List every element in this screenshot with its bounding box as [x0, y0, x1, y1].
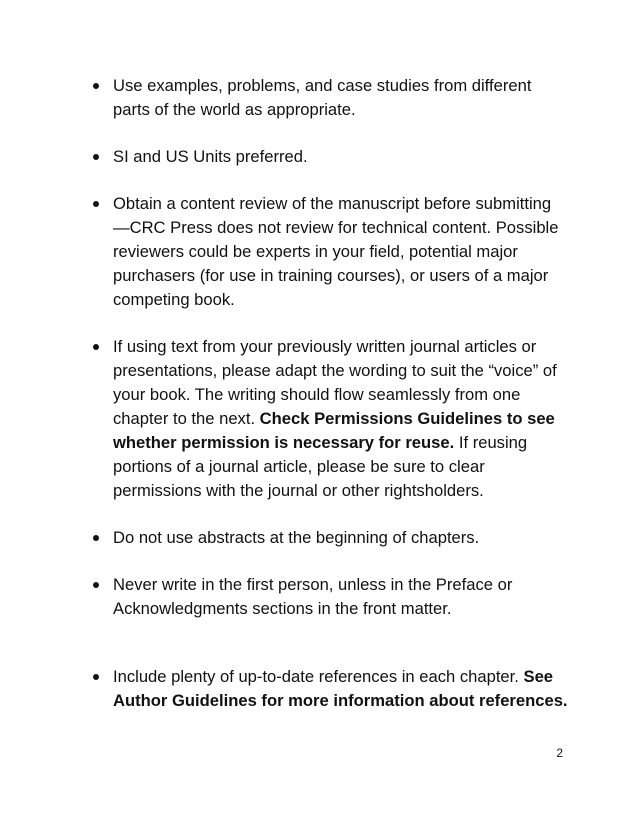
bullet-dot-icon: [93, 83, 99, 89]
bullet-dot-icon: [93, 582, 99, 588]
bullet-item-content-review: [91, 192, 571, 312]
bullet-dot-icon: [93, 201, 99, 207]
bullet-dot-icon: [93, 344, 99, 350]
bullet-text: Obtain a content review of the manuscript before submitting —CRC Press does not review for technical content. Possible reviewers could be experts in your field, potential major purchasers (for use in training courses), or users of a major competing book.: [113, 194, 559, 309]
bullet-text: If using text from your previously written journal articles or presentations, please adapt the wording to suit the “voice” of your book. The writing should flow seamlessly from one chapter to the next.: [113, 337, 557, 428]
bullet-text: Use examples, problems, and case studies from different parts of the world as appropriate.: [113, 76, 532, 119]
bullet-dot-icon: [93, 535, 99, 541]
bullet-item-reuse-text: [91, 335, 571, 503]
bullet-item-examples: [91, 74, 571, 122]
bullet-item-references: [91, 665, 571, 713]
bullet-dot-icon: [93, 154, 99, 160]
bullet-text: Do not use abstracts at the beginning of chapters.: [113, 528, 480, 547]
page-number: 2: [556, 746, 563, 760]
bullet-text: SI and US Units preferred.: [113, 147, 308, 166]
bullet-text: Never write in the first person, unless in the Preface or Acknowledgments sections in the front matter.: [113, 575, 513, 618]
bullet-item-units: [91, 145, 571, 169]
bullet-item-abstracts: [91, 526, 571, 550]
bullet-dot-icon: [93, 674, 99, 680]
bullet-text-bold: Check Permissions Guidelines to see whether permission is necessary for reuse.: [113, 409, 555, 452]
bullet-text-bold: See Author Guidelines for more information about references.: [113, 667, 568, 710]
bullet-text: If reusing portions of a journal article, please be sure to clear permissions with the journal or other rightsholders.: [113, 433, 528, 500]
bullet-text: Include plenty of up-to-date references in each chapter.: [113, 667, 524, 686]
guidelines-bullet-list: [91, 74, 571, 736]
bullet-item-first-person: [91, 573, 571, 621]
